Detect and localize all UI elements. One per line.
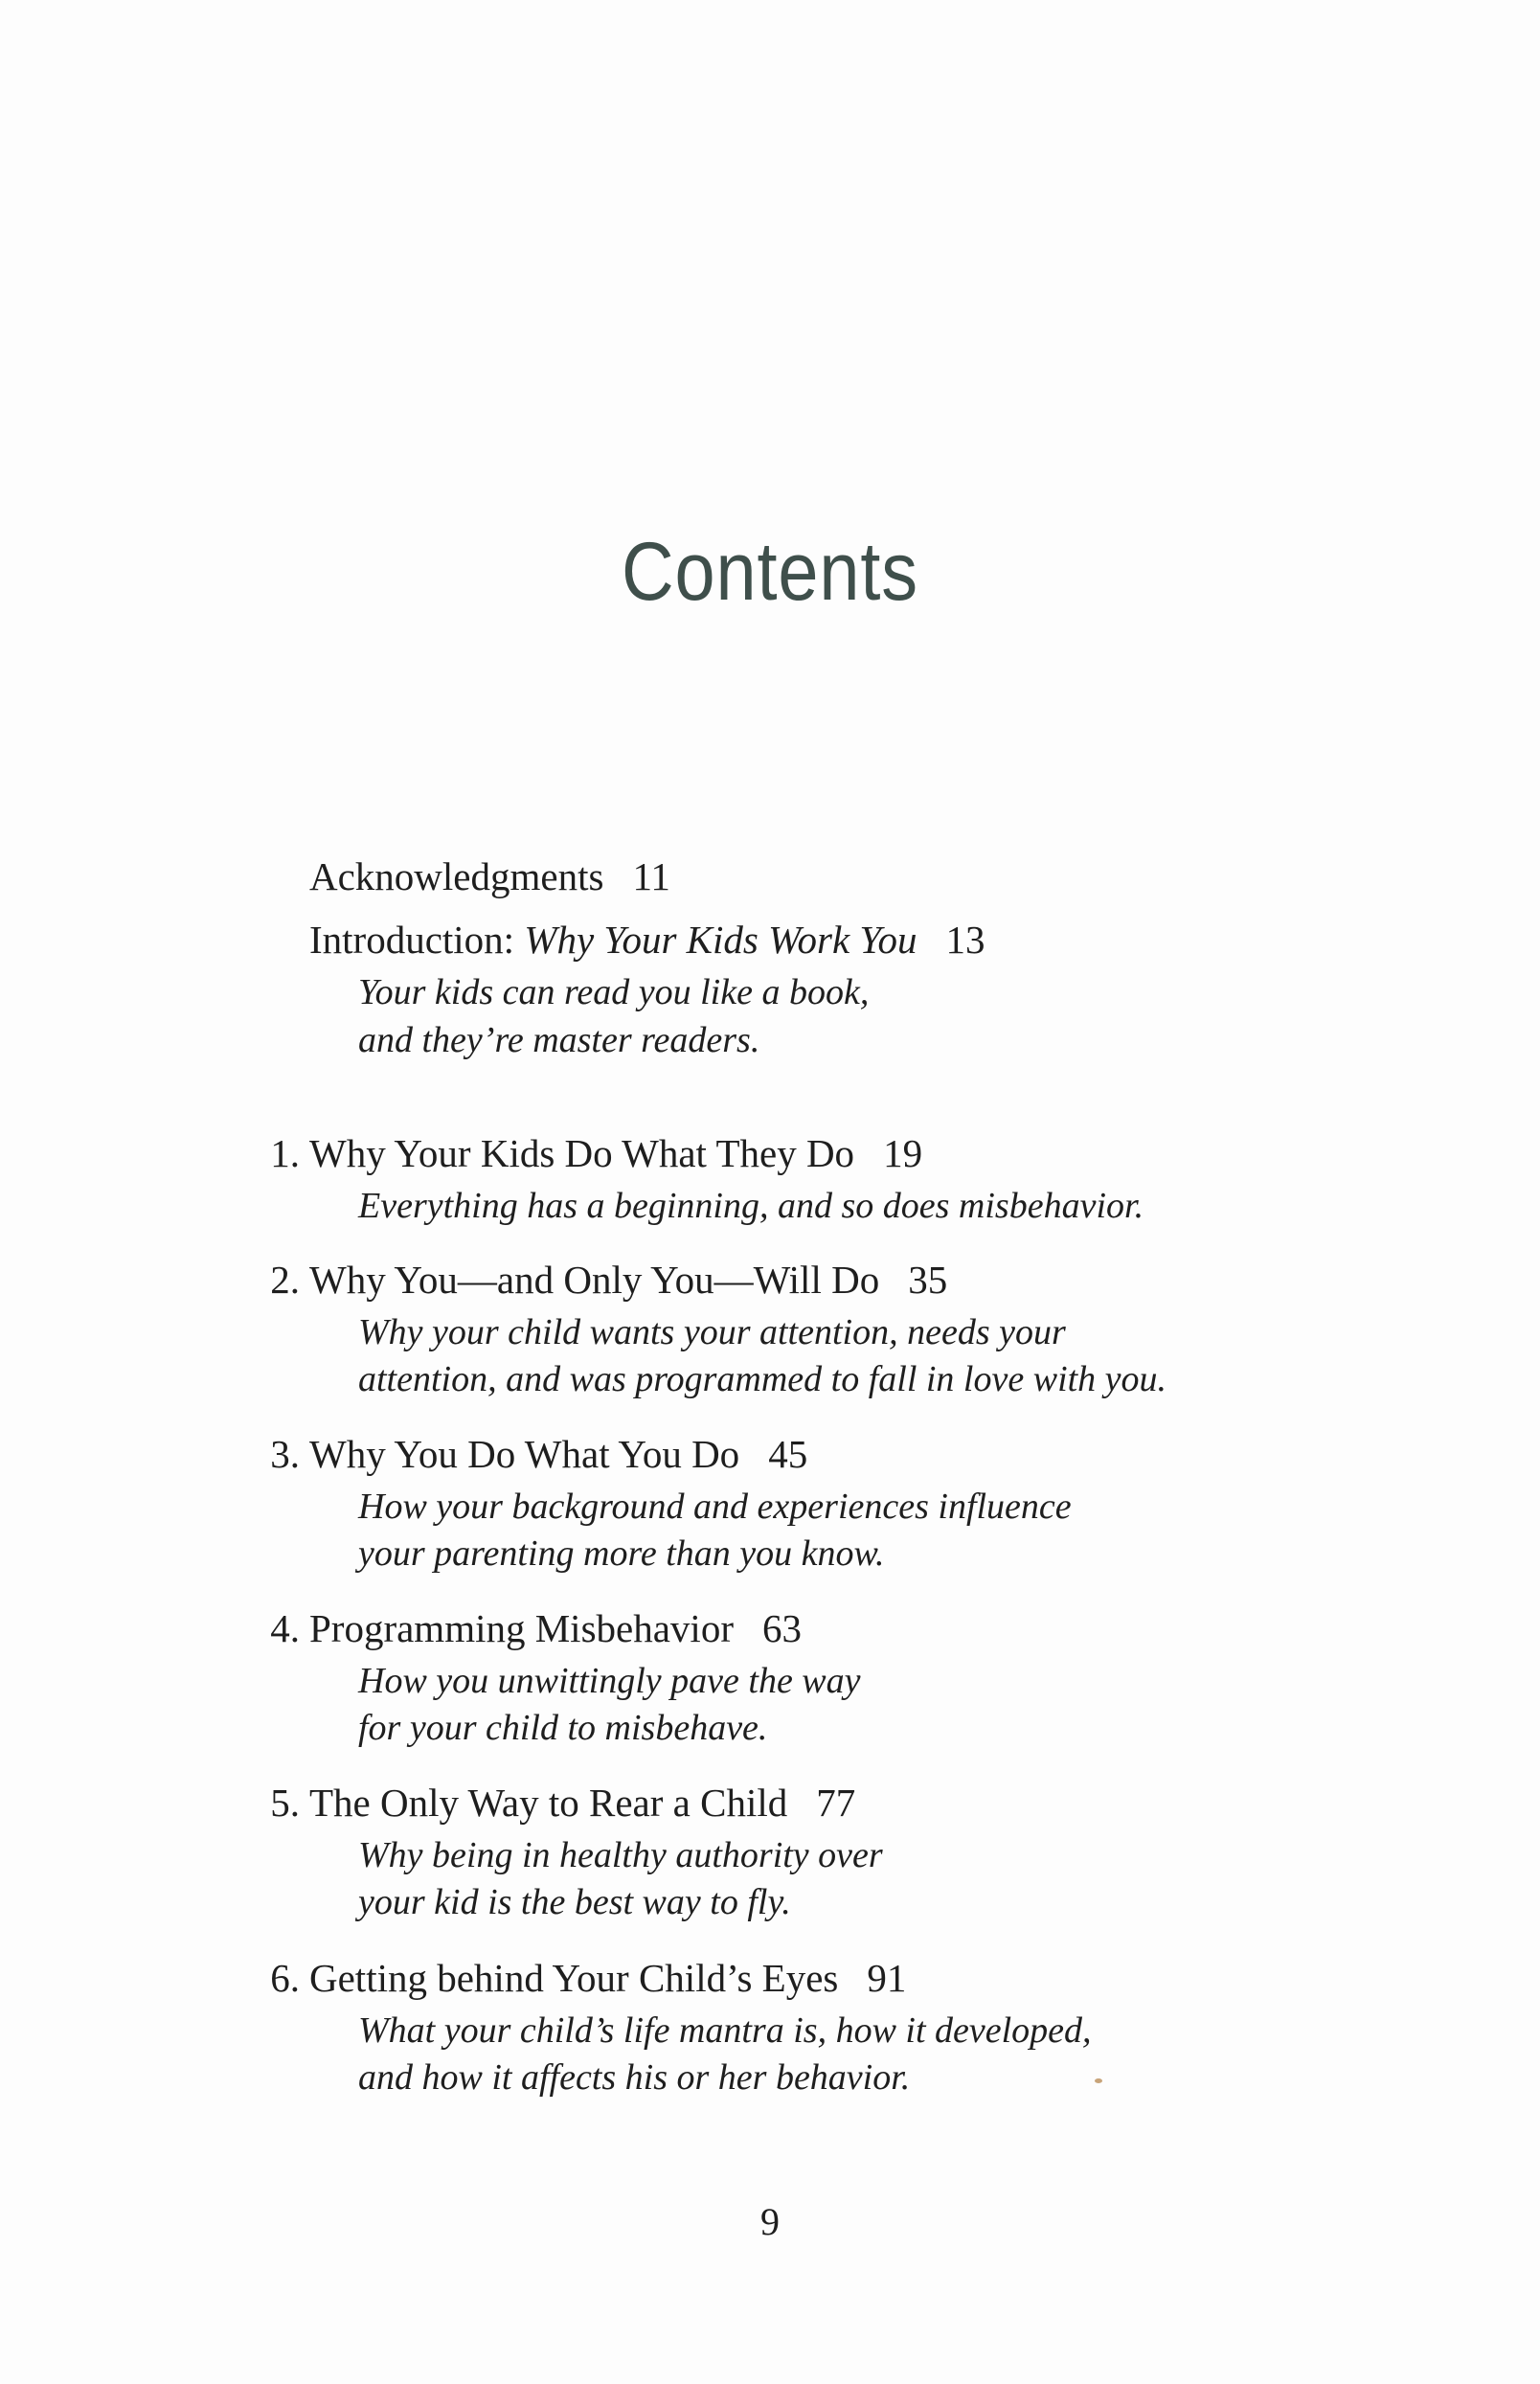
entry-subtitle: Why being in healthy authority over [358, 1835, 883, 1875]
entry-page: 91 [867, 1956, 907, 2000]
chapter-number: 1. [270, 1131, 300, 1175]
entry-subtitle: for your child to misbehave. [358, 1708, 768, 1748]
entry-subtitle: attention, and was programmed to fall in love with you. [358, 1359, 1167, 1399]
entry-page: 77 [816, 1781, 856, 1825]
toc-entry-chapter-3[interactable] [270, 1432, 808, 1476]
entry-page: 45 [768, 1432, 808, 1476]
chapter-number: 6. [270, 1956, 300, 2000]
chapter-number: 3. [270, 1432, 300, 1476]
entry-title: Acknowledgments [309, 854, 604, 898]
entry-subtitle: Everything has a beginning, and so does misbehavior. [358, 1186, 1144, 1226]
toc-entry-chapter-5[interactable] [270, 1781, 856, 1825]
entry-subtitle: your kid is the best way to fly. [358, 1882, 791, 1922]
entry-title: Why Your Kids Do What They Do [309, 1131, 855, 1175]
entry-title-italic: Why Your Kids Work You [524, 918, 917, 962]
chapter-number: 2. [270, 1258, 300, 1302]
chapter-number: 4. [270, 1606, 300, 1650]
entry-subtitle: and how it affects his or her behavior. [358, 2057, 911, 2098]
entry-page: 35 [908, 1258, 948, 1302]
entry-page: 13 [945, 918, 985, 962]
entry-page: 19 [883, 1131, 923, 1175]
paper-speck [1095, 2078, 1102, 2083]
toc-entry-chapter-6[interactable] [270, 1956, 907, 2000]
entry-title: The Only Way to Rear a Child [309, 1781, 788, 1825]
toc-entry-chapter-1[interactable] [270, 1131, 923, 1175]
entry-subtitle: How you unwittingly pave the way [358, 1661, 861, 1701]
toc-entry-acknowledgments[interactable] [309, 854, 670, 898]
entry-page: 11 [632, 854, 670, 898]
entry-title: Why You Do What You Do [309, 1432, 740, 1476]
entry-title: Getting behind Your Child’s Eyes [309, 1956, 839, 2000]
entry-title: Introduction: [309, 918, 515, 962]
toc-entry-chapter-4[interactable] [270, 1606, 802, 1650]
entry-subtitle: Why your child wants your attention, needs your [358, 1312, 1066, 1352]
toc-entry-introduction[interactable] [309, 920, 985, 960]
entry-subtitle: How your background and experiences influence [358, 1487, 1072, 1527]
entry-page: 63 [761, 1606, 802, 1650]
entry-title: Why You—and Only You—Will Do [309, 1258, 880, 1302]
entry-title: Programming Misbehavior [309, 1606, 734, 1650]
entry-subtitle: and they’re master readers. [358, 1020, 760, 1060]
entry-subtitle: your parenting more than you know. [358, 1533, 885, 1574]
page-number: 9 [760, 2200, 780, 2243]
page-title: Contents [622, 526, 918, 618]
entry-subtitle: Your kids can read you like a book, [358, 972, 870, 1012]
entry-subtitle: What your child’s life mantra is, how it developed, [358, 2010, 1092, 2051]
chapter-number: 5. [270, 1781, 300, 1825]
toc-entry-chapter-2[interactable] [270, 1258, 948, 1302]
